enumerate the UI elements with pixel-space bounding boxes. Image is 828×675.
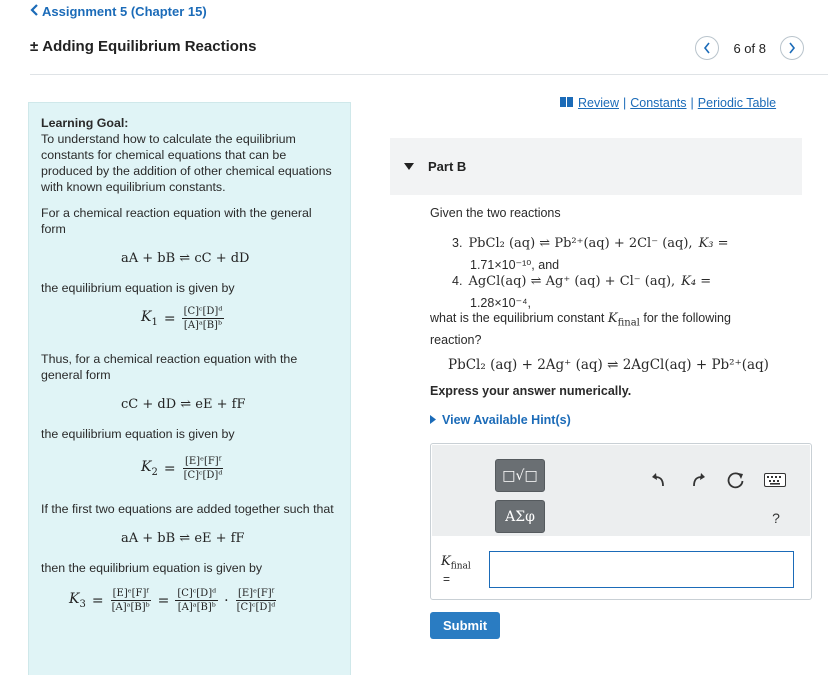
question-ask: [430, 310, 770, 348]
k3-fraction-1: [110, 588, 152, 613]
keyboard-icon: [764, 473, 786, 487]
k3-fraction-3-denominator: [C]ᶜ[D]ᵈ: [236, 602, 276, 613]
answer-instruction: Express your answer numerically.: [430, 384, 632, 398]
general-equation-1: aA + bB ⇌ cC + dD: [121, 251, 250, 266]
k2-symbol: K: [141, 459, 152, 476]
redo-button[interactable]: [687, 469, 709, 491]
caret-right-icon: [430, 413, 436, 427]
reaction-4: [452, 274, 711, 289]
page-title: [30, 38, 256, 55]
book-icon: [560, 96, 574, 110]
goal-paragraph-2: the equilibrium equation is given by: [41, 281, 235, 295]
header-divider: [30, 74, 828, 75]
editor-toolbar: [432, 445, 810, 536]
undo-button[interactable]: [648, 469, 670, 491]
k3-symbol: K: [69, 591, 80, 608]
greek-symbols-button[interactable]: [495, 500, 545, 533]
submit-button[interactable]: Submit: [430, 612, 500, 639]
keyboard-button[interactable]: [762, 469, 788, 491]
chevron-right-icon: [788, 42, 796, 54]
reaction-4-equation: AgCl(aq) ⇌ Ag⁺ (aq) + Cl⁻ (aq),: [468, 274, 676, 289]
k1-symbol: K: [141, 309, 152, 326]
k1-subscript: 1: [151, 316, 158, 328]
part-b-header[interactable]: [390, 138, 802, 195]
greek-symbols-icon: ΑΣφ: [505, 508, 535, 525]
reaction-3: [452, 236, 729, 251]
goal-paragraph-4: the equilibrium equation is given by: [41, 427, 235, 441]
k3-subscript: 3: [79, 598, 86, 610]
reaction-4-k-label: K₄ =: [681, 274, 712, 289]
templates-button[interactable]: [495, 459, 545, 492]
chevron-left-icon: [703, 42, 711, 54]
k3-fraction-2-denominator: [A]ᵃ[B]ᵇ: [177, 602, 216, 613]
answer-editor: [430, 443, 812, 600]
reset-icon: [727, 471, 745, 489]
question-k-subscript: final: [617, 317, 640, 329]
reaction-3-number: 3.: [452, 236, 463, 250]
plus-minus-icon: ±: [30, 38, 39, 55]
k3-fraction-2-numerator: [C]ᶜ[D]ᵈ: [177, 588, 217, 599]
reaction-4-number: 4.: [452, 274, 463, 288]
undo-icon: [651, 472, 667, 488]
reset-button[interactable]: [725, 469, 747, 491]
goal-paragraph-3: Thus, for a chemical reaction equation with the general form: [41, 352, 298, 382]
k2-fraction: [182, 456, 225, 481]
caret-down-icon: [404, 159, 414, 174]
part-b-label: Part B: [428, 159, 467, 174]
back-to-assignment-link[interactable]: [30, 4, 207, 19]
goal-paragraph-1: For a chemical reaction equation with the general form: [41, 206, 312, 236]
k3-fraction-1-denominator: [A]ᵃ[B]ᵇ: [111, 602, 150, 613]
periodic-table-link[interactable]: Periodic Table: [697, 96, 777, 110]
pager: [695, 36, 804, 60]
target-reaction: PbCl₂ (aq) + 2Ag⁺ (aq) ⇌ 2AgCl(aq) + Pb²⁺(aq): [448, 357, 769, 373]
link-separator: |: [623, 96, 627, 110]
goal-paragraph-5: If the first two equations are added together such that: [41, 502, 334, 516]
reaction-3-k-value: 1.71×10⁻¹⁰, and: [470, 258, 560, 272]
reaction-3-equation: PbCl₂ (aq) ⇌ Pb²⁺(aq) + 2Cl⁻ (aq),: [468, 236, 693, 251]
general-equation-2: cC + dD ⇌ eE + fF: [121, 397, 246, 412]
learning-goal-intro: To understand how to calculate the equilibrium constants for chemical equations that can be produced by the addition of other chemical equations with known equilibrium constants.: [41, 132, 332, 194]
redo-icon: [690, 472, 706, 488]
question-intro: Given the two reactions: [430, 206, 561, 220]
reaction-3-k-label: K₃ =: [698, 236, 729, 251]
reaction-4-k-value: 1.28×10⁻⁴,: [470, 296, 531, 310]
k3-expression: $K_3$ = $\frac{\text{[E]ᵉ[F]ᶠ}}{\text{[A]ᵃ[B]ᵇ}}$ = $\frac{\text{[C]ᶜ[D]ᵈ}}{\text{[A]ᵃ[B]ᵇ}}$ · $\frac{\text{[E]ᵉ[F]ᶠ}}{\text{[C]ᶜ[D]ᵈ}}$: [69, 588, 276, 613]
k3-fraction-1-numerator: [E]ᵉ[F]ᶠ: [112, 588, 149, 599]
general-equation-3: aA + bB ⇌ eE + fF: [121, 531, 245, 546]
templates-icon: □√□: [502, 467, 538, 484]
k2-numerator: [E]ᵉ[F]ᶠ: [184, 456, 221, 467]
pager-text: 6 of 8: [733, 40, 766, 56]
answer-k-symbol: K: [441, 554, 451, 569]
back-link-label: Assignment 5 (Chapter 15): [42, 4, 207, 19]
review-link[interactable]: Review: [578, 96, 619, 110]
k1-numerator: [C]ᶜ[D]ᵈ: [183, 306, 223, 317]
help-button[interactable]: [765, 507, 787, 529]
help-icon: ?: [772, 510, 780, 526]
goal-paragraph-6: then the equilibrium equation is given by: [41, 561, 263, 575]
view-hints-label: View Available Hint(s): [442, 413, 571, 427]
constants-link[interactable]: Constants: [630, 96, 687, 110]
view-hints-link[interactable]: [430, 413, 571, 427]
k2-expression: $K_2$ = $\frac{\text{[E]ᵉ[F]ᶠ}}{\text{[C]ᶜ[D]ᵈ}}$: [141, 456, 223, 481]
k1-expression: $K_1$ = $\frac{\text{[C]ᶜ[D]ᵈ}}{\text{[A]ᵃ[B]ᵇ}}$: [141, 306, 223, 331]
answer-k-label: [441, 554, 471, 572]
k1-denominator: [A]ᵃ[B]ᵇ: [183, 320, 222, 331]
previous-item-button[interactable]: [695, 36, 719, 60]
k-final-answer-input[interactable]: [489, 551, 794, 588]
k2-subscript: 2: [151, 466, 158, 478]
k2-denominator: [C]ᶜ[D]ᵈ: [183, 470, 223, 481]
learning-goal-panel: [28, 102, 351, 675]
k3-fraction-2: [175, 588, 218, 613]
k3-fraction-3-numerator: [E]ᵉ[F]ᶠ: [237, 588, 274, 599]
k1-fraction: [182, 306, 225, 331]
page-title-text: Adding Equilibrium Reactions: [42, 38, 257, 55]
chevron-left-icon: [30, 4, 40, 19]
resource-links: [560, 96, 776, 110]
learning-goal-heading: Learning Goal:: [41, 116, 129, 130]
answer-k-subscript: final: [450, 561, 471, 572]
k3-fraction-3: [235, 588, 278, 613]
question-ask-post: for the following reaction?: [430, 311, 731, 347]
link-separator: |: [690, 96, 694, 110]
next-item-button[interactable]: [780, 36, 804, 60]
question-ask-pre: what is the equilibrium constant: [430, 311, 605, 325]
question-k-symbol: K: [607, 311, 618, 326]
answer-equals: =: [443, 572, 451, 586]
